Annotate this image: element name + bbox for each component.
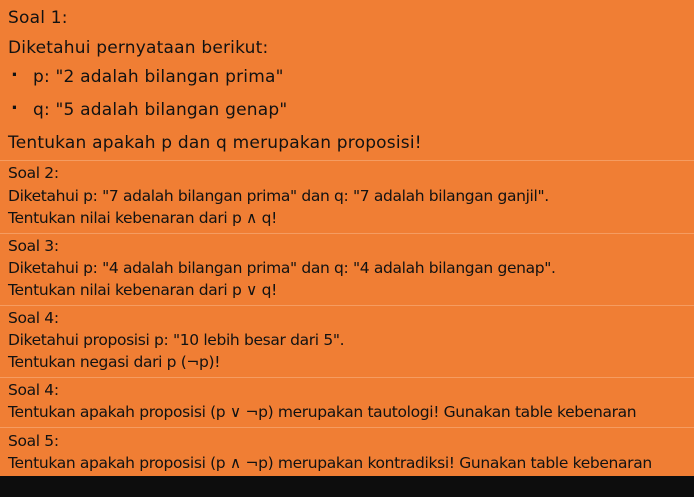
soal-2-given: Diketahui p: "7 adalah bilangan prima" dan q: "7 adalah bilangan ganjil". <box>8 187 549 205</box>
soal-3-task: Tentukan nilai kebenaran dari p ∨ q! <box>8 281 277 299</box>
divider <box>0 233 694 234</box>
divider <box>0 160 694 161</box>
soal-1-task: Tentukan apakah p dan q merupakan proposisi! <box>8 133 422 153</box>
soal-5-title: Soal 5: <box>8 432 59 450</box>
soal-2-title: Soal 2: <box>8 164 59 182</box>
soal-3-title: Soal 3: <box>8 237 59 255</box>
divider <box>0 377 694 378</box>
divider <box>0 427 694 428</box>
soal-1-intro: Diketahui pernyataan berikut: <box>8 38 269 58</box>
soal-4b-title: Soal 4: <box>8 381 59 399</box>
divider <box>0 305 694 306</box>
soal-4a-title: Soal 4: <box>8 309 59 327</box>
soal-5-task: Tentukan apakah proposisi (p ∧ ¬p) merupakan kontradiksi! Gunakan table kebenaran <box>8 454 652 472</box>
soal-4a-given: Diketahui proposisi p: "10 lebih besar dari 5". <box>8 331 345 349</box>
bullet-marker: . <box>11 93 18 114</box>
soal-1-statement-q: q: "5 adalah bilangan genap" <box>33 100 288 120</box>
soal-4a-task: Tentukan negasi dari p (¬p)! <box>8 353 221 371</box>
soal-4b-task: Tentukan apakah proposisi (p ∨ ¬p) merupakan tautologi! Gunakan table kebenaran <box>8 403 637 421</box>
soal-1-title: Soal 1: <box>8 8 68 28</box>
soal-3-given: Diketahui p: "4 adalah bilangan prima" dan q: "4 adalah bilangan genap". <box>8 259 556 277</box>
soal-1-statement-p: p: "2 adalah bilangan prima" <box>33 67 284 87</box>
soal-2-task: Tentukan nilai kebenaran dari p ∧ q! <box>8 209 277 227</box>
bullet-marker: . <box>11 60 18 81</box>
